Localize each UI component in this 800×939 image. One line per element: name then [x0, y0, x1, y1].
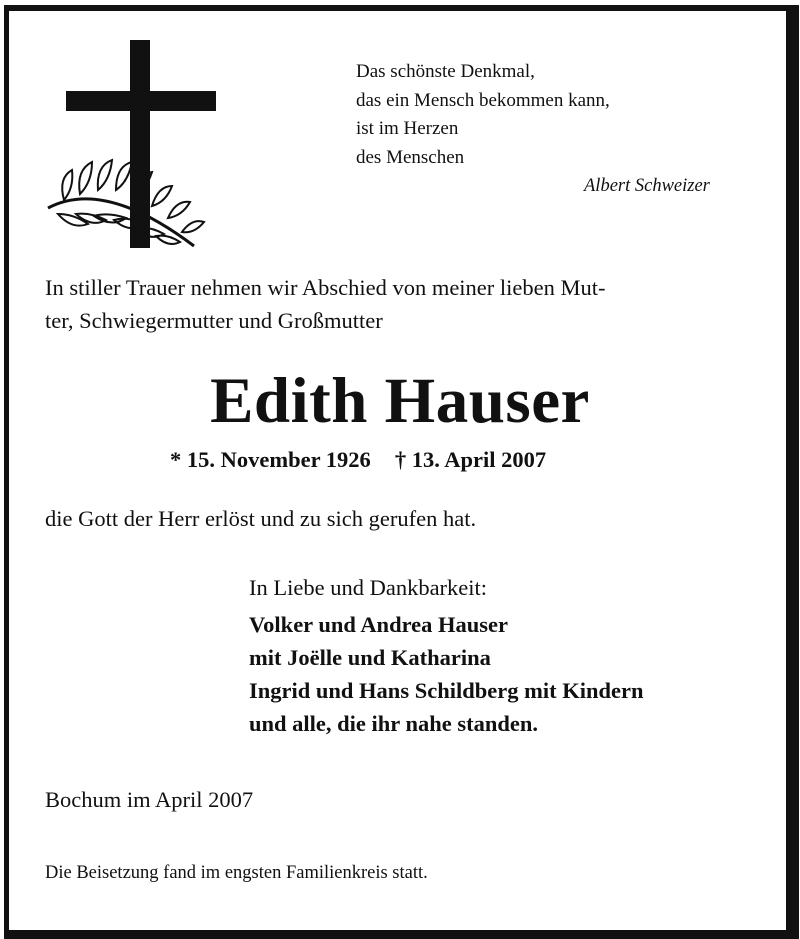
place-date: Bochum im April 2007	[45, 787, 254, 812]
signature-names	[249, 608, 643, 740]
palm-branch-icon	[48, 160, 204, 246]
intro-line-2: ter, Schwiegermutter und Großmutter	[45, 308, 383, 333]
burial-note: Die Beisetzung fand im engsten Familienkreis statt.	[45, 863, 428, 883]
quote-line: ist im Herzen	[356, 118, 459, 139]
quote-text	[356, 58, 610, 172]
cross-icon	[44, 38, 219, 253]
mourner-line: und alle, die ihr nahe standen.	[249, 711, 539, 736]
quote-line: das ein Mensch bekommen kann,	[356, 89, 610, 111]
birth-date: * 15. November 1926	[170, 447, 371, 472]
mourner-line: Volker und Andrea Hauser	[249, 612, 509, 637]
quote-line: des Menschen	[356, 146, 465, 168]
deceased-name: Edith Hauser	[210, 365, 590, 437]
quote-line: Das schönste Denkmal,	[356, 61, 535, 82]
called-home-text: die Gott der Herr erlöst und zu sich gerufen hat.	[45, 506, 477, 531]
mourner-line: Ingrid und Hans Schildberg mit Kindern	[249, 678, 644, 703]
quote-author: Albert Schweizer	[584, 176, 710, 196]
intro-line-1: In stiller Trauer nehmen wir Abschied von meiner lieben Mut-	[45, 275, 606, 300]
intro-text	[45, 271, 606, 337]
life-dates	[170, 447, 546, 473]
death-date: † 13. April 2007	[394, 447, 547, 472]
signature-intro: In Liebe und Dankbarkeit:	[249, 575, 488, 600]
mourner-line: mit Joëlle und Katharina	[249, 645, 491, 670]
